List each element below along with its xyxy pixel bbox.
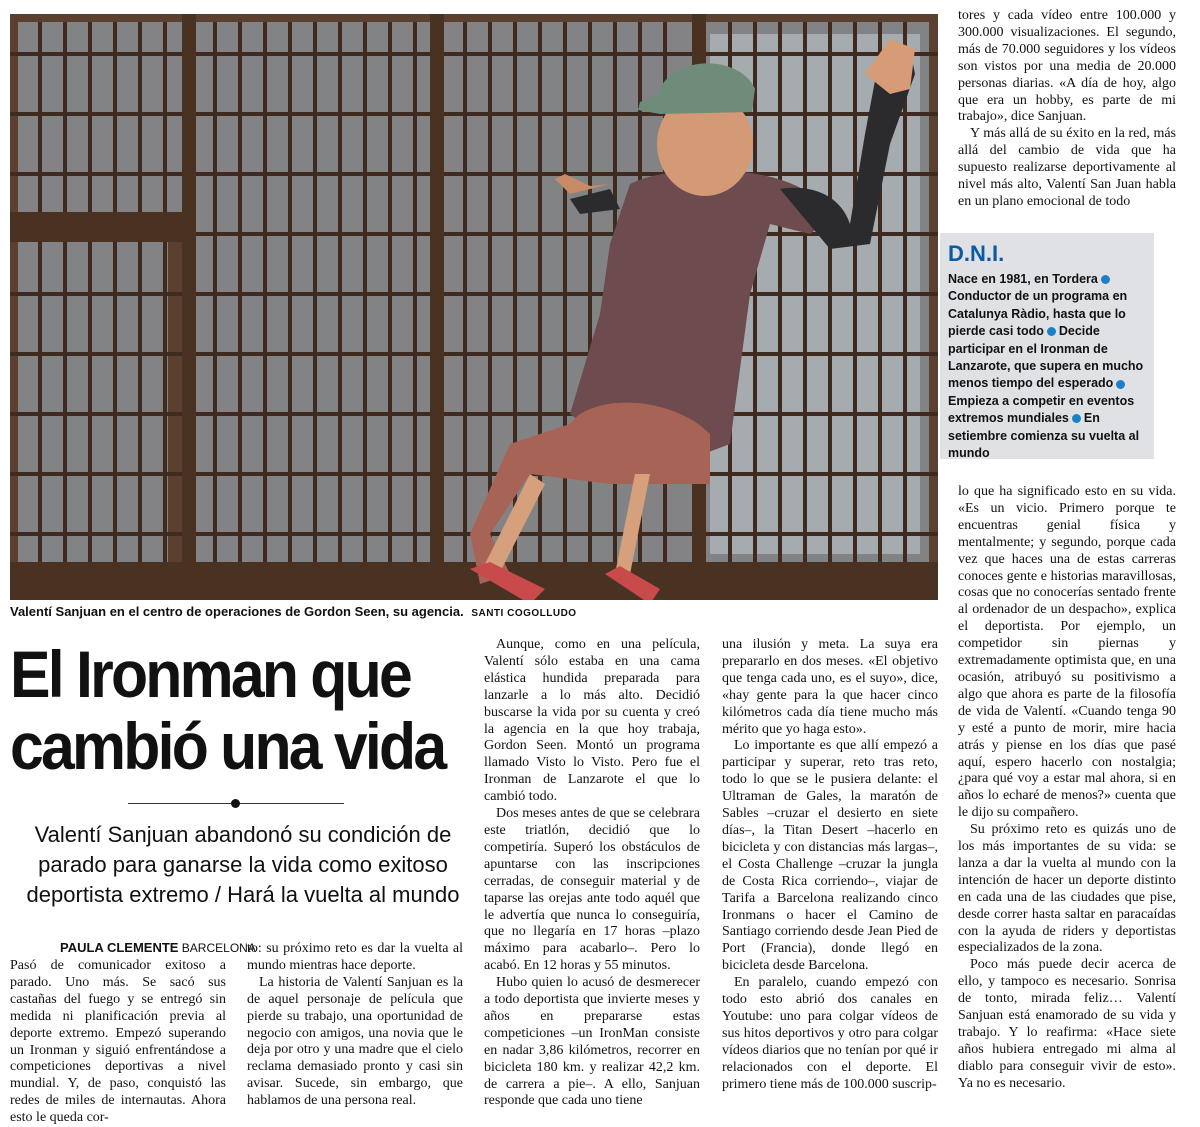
subheadline: Valentí Sanjuan abandonó su condición de parado para ganarse la vida como exitoso deportista extremo / Hará la vuelta al mundo [26, 822, 460, 907]
column-5-top [958, 8, 1176, 211]
dni-title: D.N.I. [948, 241, 1005, 266]
paragraph: La historia de Valentí Sanjuan es la de aquel personaje de película que pierde su trabajo, una oportunidad de negocio con amigos, una novia que le deja por otro y una madre que el cielo reclama demasiado pronto y casi sin avisar. Sucede, sin embargo, que hablamos de una persona real. [247, 974, 463, 1109]
column-4 [722, 637, 938, 1093]
column-5-bottom [958, 484, 1176, 1093]
bullet-icon [1047, 327, 1056, 336]
divider-dot [231, 799, 240, 808]
byline-author: PAULA CLEMENTE [60, 940, 179, 955]
paragraph: Y más allá de su éxito en la red, más allá del cambio de vida que ha supuesto realizarse deportivamente al nivel más alto, Valentí San Juan habla en un plano emocional de todo [958, 126, 1176, 209]
dni-item: Decide participar en el Ironman de Lanzarote, que supera en mucho menos tiempo del esperado [948, 324, 1144, 391]
column-1 [10, 958, 226, 1127]
paragraph: En paralelo, cuando empezó con todo esto abrió dos canales en Youtube: uno para colgar vídeos de sus hitos deportivos y otro para colgar vídeos diarios que no tenían por qué ir relacionados con el deporte. El primero tiene más de 100.000 suscrip- [722, 975, 938, 1092]
dni-item: Conductor de un programa en Catalunya Ràdio, hasta que lo pierde casi todo [948, 289, 1128, 339]
headline: El Ironman que cambió una vida [10, 637, 445, 783]
photo-illustration [10, 14, 938, 600]
bullet-icon [1072, 414, 1081, 423]
caption-text: Valentí Sanjuan en el centro de operaciones de Gordon Seen, su agencia. [10, 604, 464, 619]
photo-credit: SANTI COGOLLUDO [471, 608, 577, 619]
paragraph: lo que ha significado esto en su vida. «Es un vicio. Primero porque te encuentras genial física y mentalmente; y segundo, porque cada vez que haces una de estas carreras conoces gente e historias maravillosas, cosas que no conocerías sentado frente al ordenador de un despacho», explica el deportista. Por ejemplo, un competidor sin piernas y extremadamente optimista que, en una ocasión, atribuyó su positivismo a algo que ahora es parte de la filosofía de vida de Valentí. «Cuando tenga 90 y esté a punto de morir, mire hacia atrás y piense en los días que pasé aquí, espero hacerlo con nostalgia; ¿para qué voy a estar mal ahora, si en años lo echaré de menos?» cuenta que le dijo su compañero. [958, 484, 1176, 821]
photo-caption [10, 604, 930, 619]
paragraph: una ilusión y meta. La suya era prepararlo en dos meses. «El objetivo que tenga cada uno, es el suyo», dice, «hay gente para la que hacer cinco kilómetros cada día tiene mucho más mérito que yo haga esto». [722, 637, 938, 737]
bullet-icon [1101, 275, 1110, 284]
dni-list [948, 271, 1146, 462]
paragraph: to: su próximo reto es dar la vuelta al mundo mientras hace deporte. [247, 941, 463, 973]
byline [60, 940, 256, 955]
byline-city: BARCELONA [181, 941, 256, 955]
paragraph: Lo importante es que allí empezó a participar y superar, reto tras reto, todo lo que se le pusiera delante: el Ultraman de Gales, la maratón de Sables –cruzar el desierto en siete días–, la Titan Desert –hacerlo en bicicleta y con distancias más largas–, el Costa Challenge –cruzar la jungla de Costa Rica corriendo–, viajar de Tarifa a Barcelona realizando cinco Ironmans o hacer el Camino de Santiago corriendo desde Jean Pied de Port (Francia), donde llegó en bicicleta desde Barcelona. [722, 738, 938, 974]
paragraph: Su próximo reto es quizás uno de los más importantes de su vida: se lanza a dar la vuelta al mundo con la intención de hacer un deporte distinto en cada una de las ciudades que pise, desde correr hasta saltar en paracaídas con la ayuda de riders y deportistas especializados de la zona. [958, 822, 1176, 956]
dni-item: Empieza a competir en eventos extremos mundiales [948, 393, 1135, 426]
dni-item: Nace en 1981, en Tordera [948, 272, 1098, 286]
paragraph: Dos meses antes de que se celebrara este triatlón, decidió que lo competiría. Superó los obstáculos de apuntarse con las inscripciones cerradas, de conseguir material y de taparse las orejas ante todo aquél que le advertía que nunca lo conseguiría, que no llegaría en 17 horas –plazo máximo para acabarlo–. Pero lo acabó. En 12 horas y 55 minutos. [484, 806, 700, 974]
paragraph: Poco más puede decir acerca de ello, y tampoco es necesario. Sonrisa de tonto, mirada feliz… Valentí Sanjuan está enamorado de su vida y trabajo. Y lo reafirma: «Hace siete años hubiera entregado mi alma al diablo para conseguir vivir de esto». Ya no es necesario. [958, 957, 1176, 1091]
column-3 [484, 637, 700, 1110]
paragraph: tores y cada vídeo entre 100.000 y 300.000 visualizaciones. El segundo, más de 70.000 seguidores y los vídeos son vistos por una media de 20.000 personas diarias. «A día de hoy, algo que era un hobby, es parte de mi trabajo», dice Sanjuan. [958, 8, 1176, 125]
column-2 [247, 941, 463, 1110]
paragraph: Aunque, como en una película, Valentí sólo estaba en una cama elástica hundida preparada para lanzarle a lo más alto. Decidió buscarse la vida por su cuenta y creó la agencia en la que hoy trabaja, Gordon Seen. Montó un programa llamado Visto lo Visto. Pero fue el Ironman de Lanzarote el que lo cambió todo. [484, 637, 700, 805]
article-photo [10, 14, 938, 600]
paragraph: Pasó de comunicador exitoso a parado. Uno más. Se sacó sus castañas del fuego y se entregó sin medida ni planificación previa al deporte extremo. Empezó superando un Ironman y siguió enfrentándose a competiciones deportivas a nivel mundial. Y, de paso, conquistó las redes de miles de internautas. Ahora esto le queda cor- [10, 958, 226, 1126]
bullet-icon [1116, 380, 1125, 389]
dni-box [940, 233, 1154, 459]
paragraph: Hubo quien lo acusó de desmerecer a todo deportista que invierte meses y años en prepararse estas competiciones –un IronMan consiste en nadar 3,86 kilómetros, recorrer en bicicleta 180 km. y realizar 42,2 km. de carrera a pie–. A ello, Sanjuan responde que cada uno tiene [484, 975, 700, 1109]
dni-item: En setiembre comienza su vuelta al mundo [948, 411, 1140, 461]
